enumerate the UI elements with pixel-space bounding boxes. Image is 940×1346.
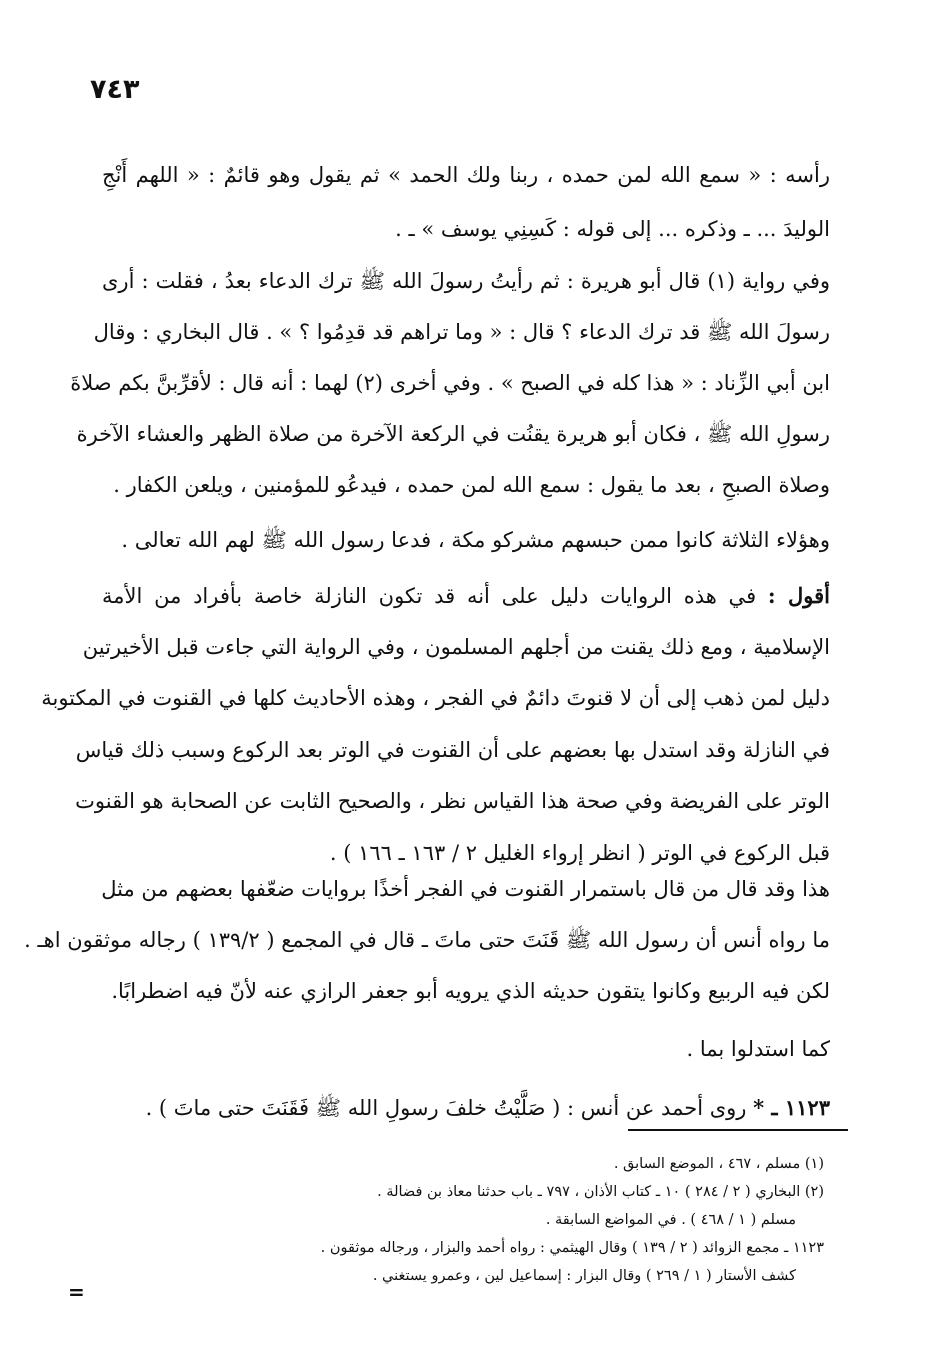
- hadith-text: روى أحمد عن أنس : ( صَلَّيْتُ خلفَ رسولِ الله ﷺ فَقَنَتَ حتى ماتَ ) .: [145, 1096, 754, 1120]
- text-line: كما استدلوا بما .: [686, 1037, 830, 1061]
- paragraph-3: [102, 514, 830, 566]
- text-line: رسولِ الله ﷺ ، فكان أبو هريرة يقنُت في الركعة الآخرة من صلاة الظهر والعشاء الآخرة: [76, 422, 830, 446]
- hadith-number: ١١٢٣ ـ *: [753, 1095, 830, 1120]
- text-line: [102, 570, 830, 622]
- footnotes: [300, 1150, 824, 1290]
- text-line: الوتر على الفريضة وفي صحة هذا القياس نظر ، والصحيح الثابت عن الصحابة هو القنوت: [75, 789, 830, 813]
- text-line: قبل الركوع في الوتر ( انظر إرواء الغليل ٢ / ١٦٣ ـ ١٦٦ ) .: [329, 840, 830, 865]
- text-line: دليل لمن ذهب إلى أن لا قنوتَ دائمٌ في الفجر ، وهذه الأحاديث كلها في القنوت في المكتوبة: [41, 686, 830, 710]
- footnote: ١١٢٣ ـ مجمع الزوائد ( ٢ / ١٣٩ ) وقال الهيثمي : رواه أحمد والبزار ، ورجاله موثقون .: [320, 1240, 824, 1256]
- text-line: رأسه : « سمع الله لمن حمده ، ربنا ولك الحمد » ثم يقول وهو قائمٌ : « اللهم أَنْجِ: [102, 163, 830, 187]
- paragraph-1: [102, 148, 830, 256]
- text-run: في هذه الروايات دليل على أنه قد تكون النازلة خاصة بأفراد من الأمة: [102, 584, 768, 608]
- footnote: كشف الأستار ( ١ / ٢٦٩ ) وقال البزار : إسماعيل لين ، وعمرو يستغني .: [372, 1268, 796, 1284]
- text-line: [102, 1082, 830, 1134]
- page-number: ٧٤٣: [90, 74, 140, 105]
- text-line: ما رواه أنس أن رسول الله ﷺ قَنَتَ حتى ماتَ ـ قال في المجمع ( ١٣٩/٢ ) رجاله موثقون اهـ .: [24, 928, 830, 952]
- text-line: الإسلامية ، ومع ذلك يقنت من أجلهم المسلمون ، وفي الرواية التي جاءت قبل الأخيرتين: [82, 634, 830, 659]
- hadith-entry: [102, 1082, 830, 1134]
- footnote: مسلم ( ١ / ٤٦٨ ) . في المواضع السابقة .: [545, 1212, 796, 1228]
- margin-mark: =: [68, 1280, 85, 1304]
- text-line: رسولَ الله ﷺ قد ترك الدعاء ؟ قال : « وما تراهم قد قدِمُوا ؟ » . قال البخاري : وقال: [93, 320, 830, 344]
- text-line: وهؤلاء الثلاثة كانوا ممن حبسهم مشركو مكة ، فدعا رسول الله ﷺ لهم الله تعالى .: [121, 528, 830, 552]
- paragraph-6: [102, 1024, 830, 1074]
- text-line: هذا وقد قال من قال باستمرار القنوت في الفجر أخذًا بروايات ضعّفها بعضهم من مثل: [101, 877, 830, 901]
- text-line: وصلاة الصبحِ ، بعد ما يقول : سمع الله لمن حمده ، فيدعُو للمؤمنين ، ويلعن الكفار .: [113, 473, 830, 497]
- footnote: (٢) البخاري ( ٢ / ٢٨٤ ) ١٠ ـ كتاب الأذان ، ٧٩٧ ـ باب حدثنا معاذ بن فضالة .: [377, 1184, 824, 1200]
- text-line: الوليدَ ... ـ وذكره ... إلى قوله : كَسِنِي يوسف » ـ .: [395, 217, 830, 241]
- footnote: (١) مسلم ، ٤٦٧ ، الموضع السابق .: [613, 1156, 824, 1172]
- text-line: وفي رواية (١) قال أبو هريرة : ثم رأيتُ رسولَ الله ﷺ ترك الدعاء بعدُ ، فقلت : أرى: [102, 269, 830, 293]
- text-line: في النازلة وقد استدل بها بعضهم على أن القنوت في الوتر بعد الركوع وسبب ذلك قياس: [75, 737, 830, 762]
- paragraph-5: [24, 864, 830, 1017]
- author-comment-label: أقول :: [767, 583, 831, 608]
- text-line: ابن أبي الزِّناد : « هذا كله في الصبح » . وفي أخرى (٢) لهما : أنه قال : لأقرِّبنَّ بكم صلاةَ: [70, 371, 830, 395]
- paragraph-2: [70, 256, 830, 511]
- text-line: لكن فيه الربيع وكانوا يتقون حديثه الذي يرويه أبو جعفر الرازي عنه لأنّ فيه اضطرابًا.: [111, 979, 830, 1003]
- footnote-divider: [628, 1129, 848, 1131]
- paragraph-4: [41, 570, 831, 879]
